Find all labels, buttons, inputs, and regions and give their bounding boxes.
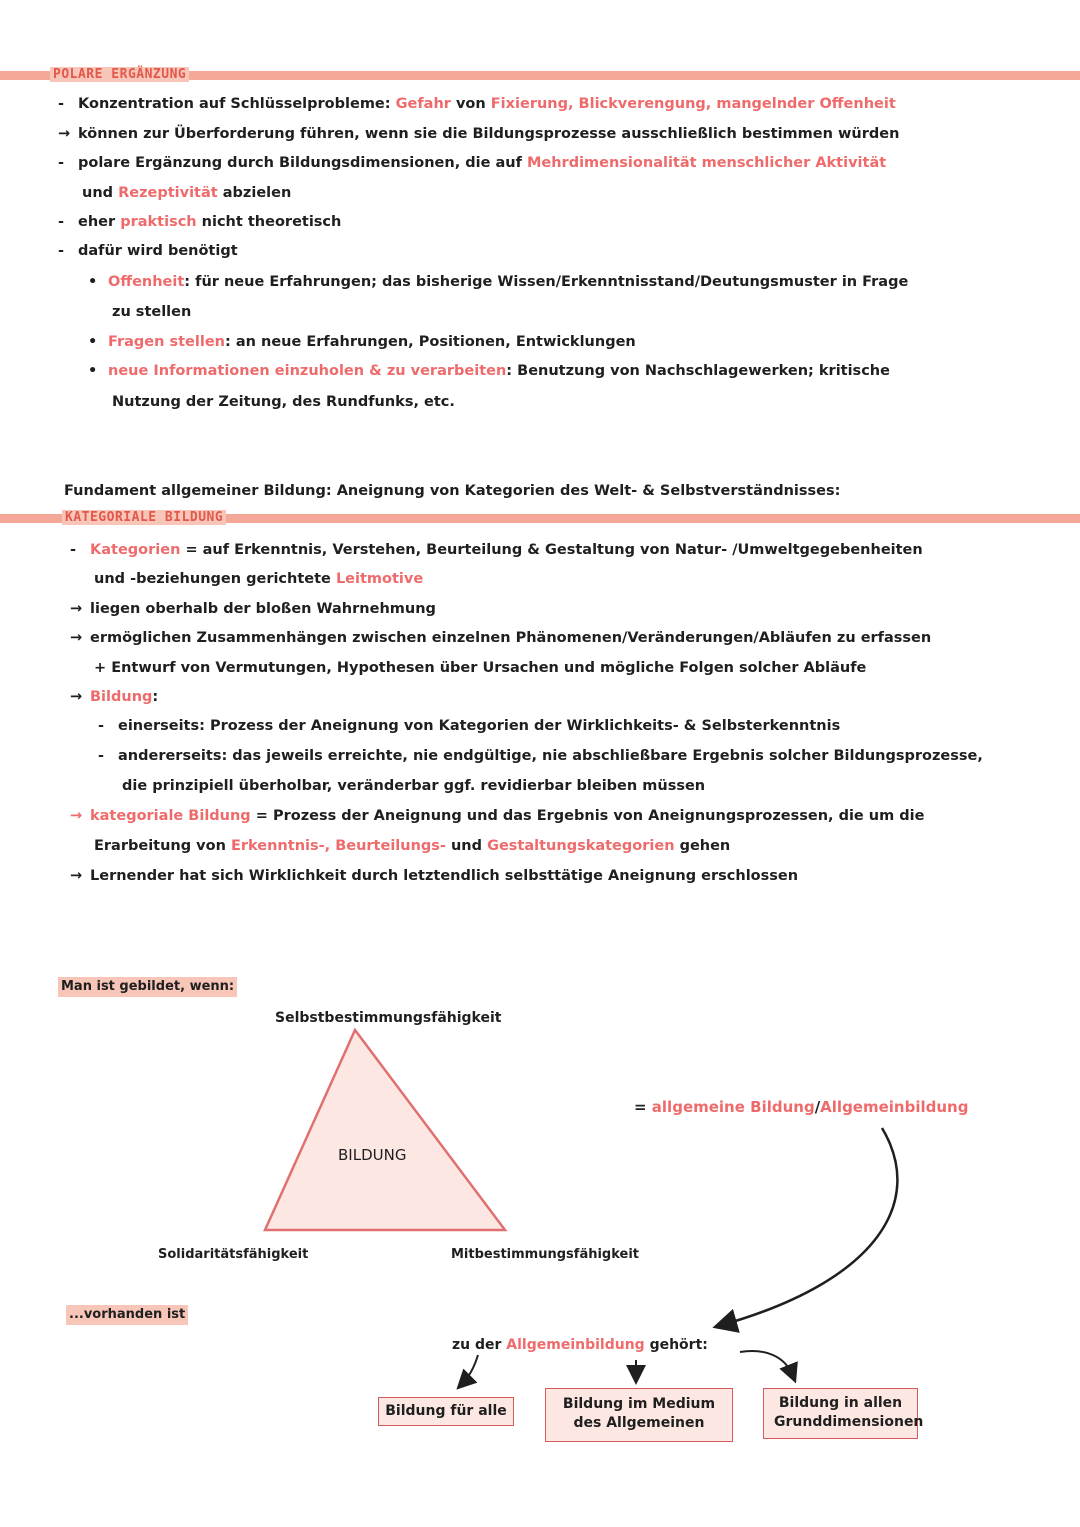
highlighted-term: Rezeptivität [118,185,218,201]
text-run: gehen [674,838,731,854]
bullet-marker: → [70,630,83,646]
box-bildung-fuer-alle: Bildung für alle [378,1397,514,1426]
section2-intro: Fundament allgemeiner Bildung: Aneignung von Kategorien des Welt- & Selbstverständnisses: [64,483,841,499]
bullet-marker: - [58,155,65,171]
triangle-left-label: Solidaritätsfähigkeit [158,1247,309,1262]
belongs-post: gehört: [644,1337,708,1353]
text-run: zu stellen [112,304,192,320]
section-header-polare-ergaenzung: POLARE ERGÄNZUNG [50,67,189,82]
highlighted-term: Fixierung, Blickverengung, mangelnder Offenheit [490,96,896,112]
box-bildung-im-medium: Bildung im Medium des Allgemeinen [545,1388,733,1442]
bullet-marker: → [70,601,83,617]
arrow-curve-to-allgemeinbildung [722,1128,897,1325]
highlighted-term: Leitmotive [335,571,424,587]
text-run: Erarbeitung von [94,838,231,854]
triangle-right-label: Mitbestimmungsfähigkeit [451,1247,640,1262]
text-run: dafür wird benötigt [78,243,238,259]
highlighted-term: kategoriale Bildung [90,808,251,824]
highlighted-term: Erkenntnis-, Beurteilungs- [230,838,446,854]
highlighted-term: Kategorien [90,542,181,558]
text-run: und [82,185,119,201]
bullet-marker: • [88,363,98,379]
box-bildung-grunddimensionen: Bildung in allen Grunddimensionen [763,1388,918,1439]
bullet-marker: - [70,542,77,558]
bullet-marker: - [58,214,65,230]
bullet-marker: • [88,274,98,290]
bildung-triangle [265,1030,505,1230]
arrow-to-box-3 [740,1351,793,1376]
highlighted-term: praktisch [120,214,197,230]
text-run: : für neue Erfahrungen; das bisherige Wissen/Erkenntnisstand/Deutungsmuster in Frage [184,274,909,290]
text-run: Nutzung der Zeitung, des Rundfunks, etc. [112,394,455,410]
text-run: andererseits: das jeweils erreichte, nie endgültige, nie abschließbare Ergebnis solcher Bildungsprozesse, [118,748,983,764]
triangle-center-label: BILDUNG [338,1146,407,1164]
belongs-pink: Allgemeinbildung [506,1337,645,1353]
text-run: können zur Überforderung führen, wenn sie die Bildungsprozesse ausschließlich bestimmen würden [78,126,900,142]
arrow-to-box-1 [462,1355,478,1384]
text-run: und [445,838,488,854]
text-run: Konzentration auf Schlüsselprobleme: [78,96,396,112]
highlighted-term: neue Informationen einzuholen & zu verarbeiten [108,363,507,379]
bullet-marker: → [58,126,71,142]
text-run: eher [78,214,121,230]
text-run: : [152,689,159,705]
text-run: + Entwurf von Vermutungen, Hypothesen über Ursachen und mögliche Folgen solcher Abläufe [94,660,867,676]
text-run: die prinzipiell überholbar, veränderbar ggf. revidierbar bleiben müssen [122,778,706,794]
bullet-marker: → [70,868,83,884]
triangle-top-label: Selbstbestimmungsfähigkeit [275,1010,502,1026]
equals-sep: / [814,1098,821,1116]
bullet-marker: - [58,243,65,259]
equals-text: allgemeine Bildung [651,1098,815,1116]
bullet-marker: • [88,334,98,350]
highlighted-term: Gestaltungskategorien [487,838,675,854]
text-run: ermöglichen Zusammenhängen zwischen einzelnen Phänomenen/Veränderungen/Abläufen zu erfassen [90,630,932,646]
text-run: polare Ergänzung durch Bildungsdimensionen, die auf [78,155,527,171]
text-run: einerseits: Prozess der Aneignung von Kategorien der Wirklichkeits- & Selbsterkenntnis [118,718,841,734]
text-run: : Benutzung von Nachschlagewerken; kritische [506,363,890,379]
highlighted-term: Offenheit [108,274,185,290]
text-run: Lernender hat sich Wirklichkeit durch letztendlich selbsttätige Aneignung erschlossen [90,868,799,884]
text-run: = auf Erkenntnis, Verstehen, Beurteilung & Gestaltung von Natur- /Umweltgegebenheiten [180,542,923,558]
belongs-pre: zu der [452,1337,507,1353]
section3-intro: Man ist gebildet, wenn: [58,977,237,997]
bullet-marker: - [98,748,105,764]
highlighted-term: Bildung [90,689,153,705]
text-run: = Prozess der Aneignung und das Ergebnis von Aneignungsprozessen, die um die [250,808,925,824]
belongs-label [452,1335,708,1355]
highlighted-term: Gefahr [395,96,456,112]
section-header-kategoriale-bildung: KATEGORIALE BILDUNG [62,510,226,525]
bullet-marker: - [98,718,105,734]
highlighted-term: Fragen stellen [108,334,225,350]
text-run: : an neue Erfahrungen, Positionen, Entwicklungen [225,334,636,350]
text-run: und -beziehungen gerichtete [94,571,336,587]
highlighted-term: Mehrdimensionalität menschlicher Aktivität [526,155,887,171]
bullet-marker: → [70,808,83,824]
text-run: liegen oberhalb der bloßen Wahrnehmung [90,601,436,617]
equals-text2: Allgemeinbildung [820,1098,969,1116]
text-run: nicht theoretisch [196,214,342,230]
bullet-marker: → [70,689,83,705]
equals-prefix: = [634,1098,652,1116]
bullet-marker: - [58,96,65,112]
section3-outro: ...vorhanden ist [66,1305,188,1325]
equals-allgemeinbildung [634,1097,968,1117]
text-run: abzielen [217,185,292,201]
text-run: von [455,96,491,112]
